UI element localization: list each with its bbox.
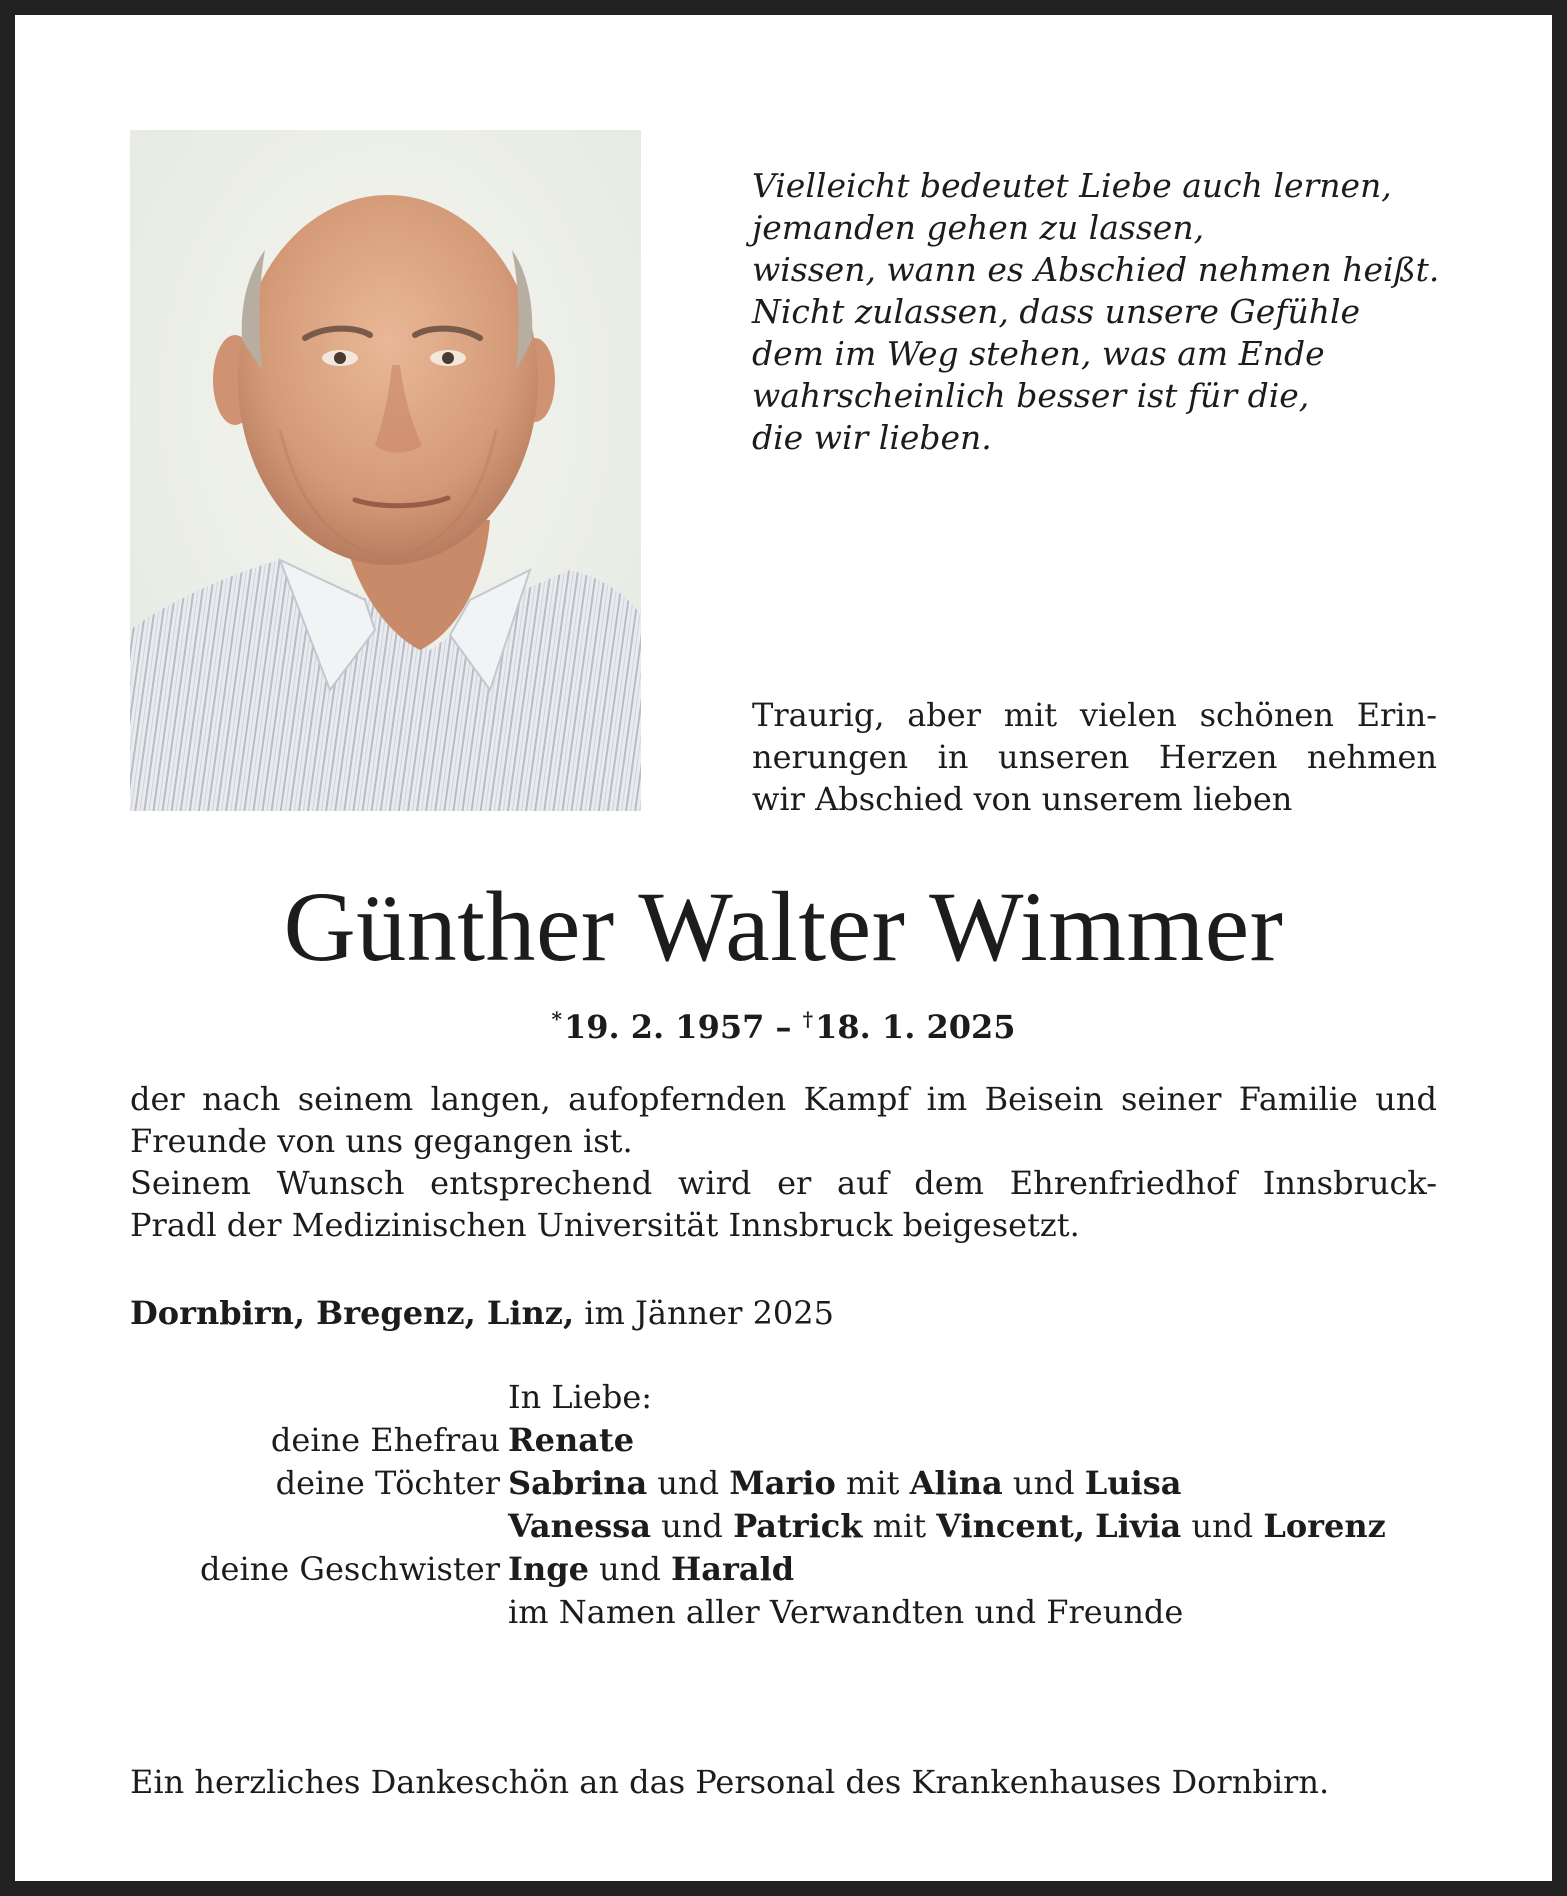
family-listing — [130, 1376, 1450, 1634]
death-date: 18. 1. 2025 — [815, 1008, 1016, 1046]
body-line: Freunde von uns gegangen ist. — [130, 1122, 633, 1160]
family-name: Inge — [508, 1550, 589, 1588]
connector: mit — [845, 1464, 900, 1502]
body-paragraph — [130, 1078, 1437, 1246]
place-date: im Jänner 2025 — [584, 1294, 834, 1332]
relation-label: deine Töchter — [275, 1464, 500, 1502]
thanks-note: Ein herzliches Dankeschön an das Personal des Krankenhauses Dornbirn. — [130, 1763, 1330, 1801]
family-name: Livia — [1095, 1507, 1182, 1545]
intro-line: Traurig, aber mit vielen schönen Erin- — [752, 696, 1437, 734]
body-line: Pradl der Medizinischen Universität Innsbruck beigesetzt. — [130, 1206, 1080, 1244]
family-row-daughters-2 — [130, 1505, 1450, 1548]
poem-line: wissen, wann es Abschied nehmen heißt. — [752, 250, 1440, 289]
connector: und — [599, 1550, 661, 1588]
connector: und — [1012, 1464, 1075, 1502]
poem-line: wahrscheinlich besser ist für die, — [752, 376, 1310, 415]
family-name: Patrick — [733, 1507, 863, 1545]
death-symbol: † — [802, 1007, 814, 1031]
family-heading-row — [130, 1376, 1450, 1419]
relation-label: deine Geschwister — [200, 1550, 500, 1588]
family-name: Lorenz — [1263, 1507, 1386, 1545]
poem-line: jemanden gehen zu lassen, — [752, 208, 1205, 247]
connector: mit — [872, 1507, 927, 1545]
poem-line: Vielleicht bedeutet Liebe auch lernen, — [752, 166, 1392, 205]
family-row-siblings — [130, 1548, 1450, 1591]
intro-paragraph — [752, 694, 1437, 820]
family-name: Sabrina — [508, 1464, 648, 1502]
connector: und — [657, 1464, 720, 1502]
birth-symbol: * — [551, 1007, 562, 1031]
birth-date: 19. 2. 1957 — [563, 1008, 765, 1046]
place-and-date — [130, 1292, 834, 1334]
family-closing: im Namen aller Verwandten und Freunde — [508, 1593, 1184, 1631]
portrait-photo — [130, 130, 641, 811]
family-name: Luisa — [1084, 1464, 1182, 1502]
body-line: der nach seinem langen, aufopfernden Kampf im Beisein seiner Familie und — [130, 1080, 1437, 1118]
family-row-wife — [130, 1419, 1450, 1462]
body-line: Seinem Wunsch entsprechend wird er auf dem Ehrenfriedhof Innsbruck- — [130, 1164, 1437, 1202]
family-name: Renate — [508, 1421, 635, 1459]
family-name: Vincent, — [936, 1507, 1085, 1545]
family-name: Mario — [729, 1464, 836, 1502]
poem-line: die wir lieben. — [752, 418, 992, 457]
family-name: Vanessa — [508, 1507, 652, 1545]
deceased-name: Günther Walter Wimmer — [283, 871, 1284, 982]
poem — [752, 165, 1452, 459]
poem-line: Nicht zulassen, dass unsere Gefühle — [752, 292, 1361, 331]
family-name: Alina — [909, 1464, 1003, 1502]
intro-line: nerungen in unseren Herzen nehmen — [752, 738, 1437, 776]
life-dates — [0, 997, 1567, 1049]
intro-line: wir Abschied von unserem lieben — [752, 780, 1293, 818]
connector: und — [661, 1507, 723, 1545]
poem-line: dem im Weg stehen, was am Ende — [752, 334, 1325, 373]
relation-label: deine Ehefrau — [270, 1421, 500, 1459]
family-heading: In Liebe: — [508, 1378, 653, 1416]
place-cities: Dornbirn, Bregenz, Linz, — [130, 1294, 575, 1332]
date-separator: – — [775, 1008, 792, 1046]
family-row-daughters — [130, 1462, 1450, 1505]
family-name: Harald — [671, 1550, 795, 1588]
connector: und — [1191, 1507, 1254, 1545]
family-row-closing — [130, 1591, 1450, 1634]
